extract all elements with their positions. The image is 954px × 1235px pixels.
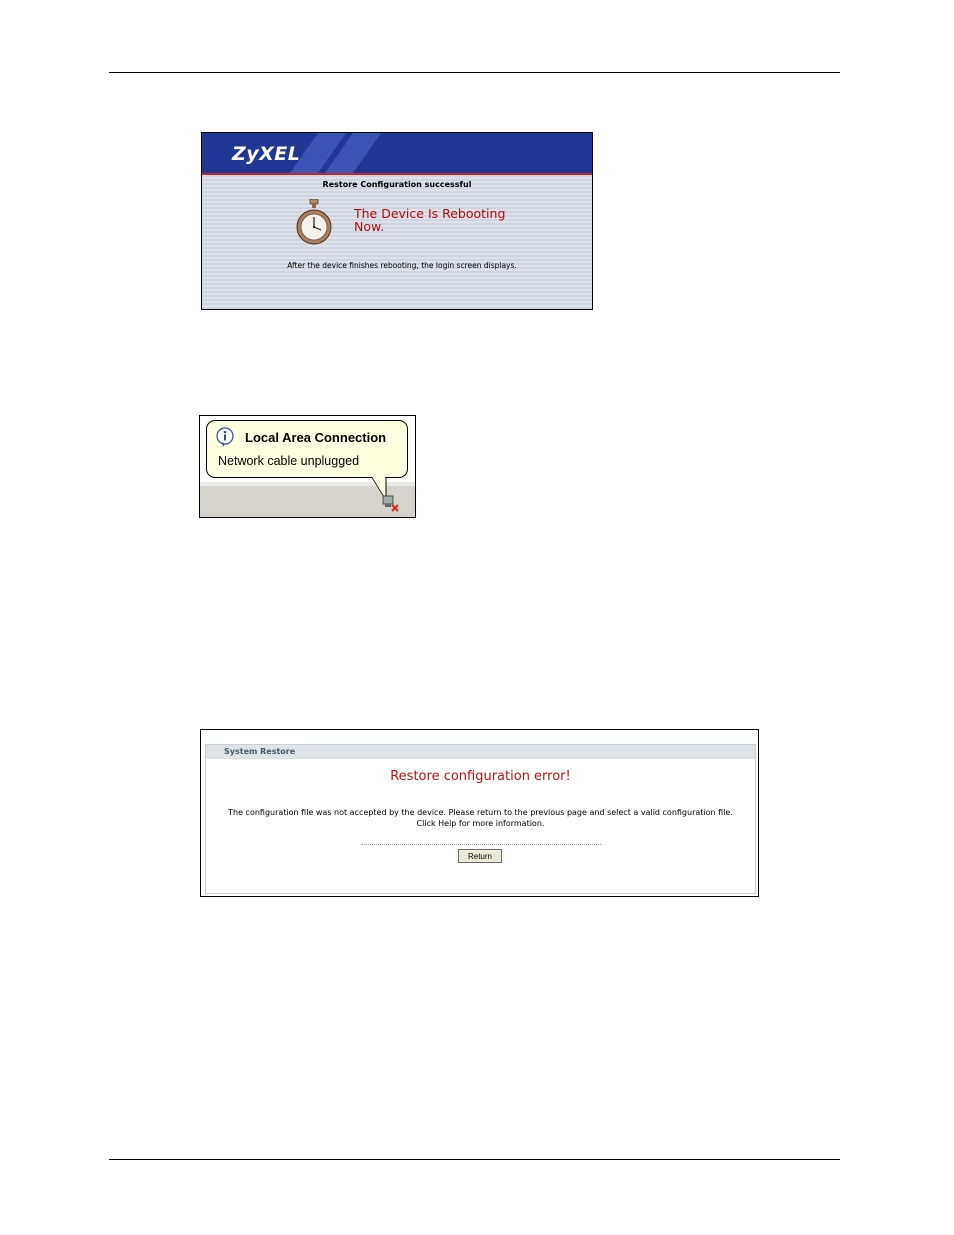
error-title: Restore configuration error!	[390, 769, 571, 784]
banner-accent-line	[202, 173, 592, 175]
return-button[interactable]: Return	[458, 849, 502, 863]
restore-panel	[205, 744, 756, 894]
info-icon	[216, 427, 234, 451]
balloon-message: Network cable unplugged	[218, 454, 360, 468]
balloon-title: Local Area Connection	[245, 430, 387, 445]
restore-success-screen	[201, 132, 593, 310]
section-header	[206, 745, 755, 759]
section-title: System Restore	[224, 747, 296, 756]
stopwatch-icon	[294, 199, 334, 251]
error-message: The configuration file was not accepted by the device. Please return to the previous page and select a valid configuration file. Click Help for more information.	[228, 808, 733, 828]
status-heading: Restore Configuration successful	[322, 180, 472, 189]
network-disconnected-icon[interactable]	[381, 495, 401, 517]
network-notification	[199, 415, 416, 518]
zyxel-banner	[202, 133, 592, 173]
divider	[361, 844, 601, 845]
zyxel-logo: ZyXEL	[232, 143, 301, 165]
rebooting-message: The Device Is Rebooting Now.	[354, 206, 506, 234]
header-rule	[109, 72, 840, 73]
after-reboot-note: After the device finishes rebooting, the login screen displays.	[287, 261, 517, 270]
footer-rule	[109, 1159, 840, 1160]
restore-error-screen	[200, 729, 759, 897]
